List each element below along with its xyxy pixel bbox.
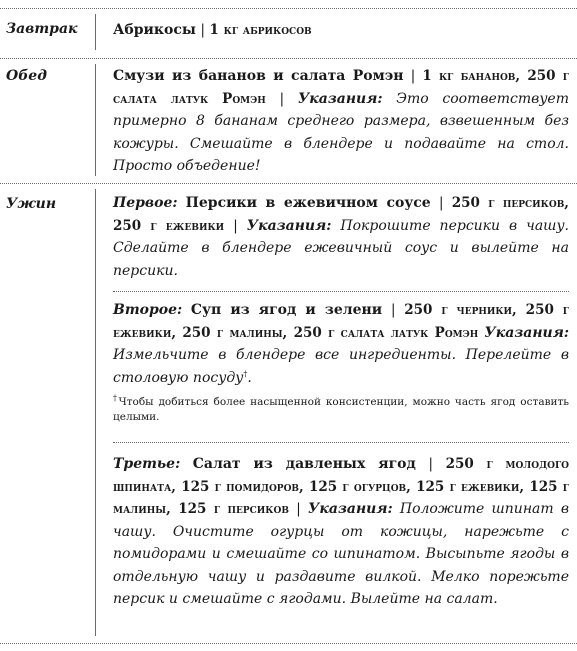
dinner-first-course (113, 192, 569, 282)
first-course-instructions: Покрошите персики в чашу. Сделайте в блендере ежевичный соус и вылейте на персики. (113, 217, 570, 279)
first-course-title: Персики в ежевичном соусе (185, 195, 431, 211)
third-course-instructions-label: Указания: (308, 501, 393, 517)
sentence-end: . (247, 369, 252, 386)
breakfast-label: Завтрак (6, 21, 78, 37)
second-course-divider (113, 442, 569, 443)
separator: | (279, 90, 285, 107)
separator: | (438, 195, 444, 211)
dinner-second-course (113, 299, 569, 389)
footnote-text: Чтобы добиться более насыщенной консистенции, можно часть ягод оставить целыми. (113, 396, 570, 423)
lunch-entry (113, 65, 569, 178)
dinner-column-rule (95, 189, 96, 636)
third-course-instructions: Положите шпинат в чашу. Очистите огурцы от кожицы, нарежьте с помидорами и смешайте со шпинатом. Высыпьте ягоды в отдельную чашу и раздавите вилкой. Мелко порежьте персик и смешайте с ягодами. Вылейте на салат. (113, 501, 570, 607)
lunch-divider (0, 183, 577, 184)
separator: | (296, 501, 301, 517)
footnote-marker: † (113, 393, 119, 403)
second-course-ingredients: 250 г черники, 250 г ежевики, 250 г малины, 250 г салата латук Ромэн (113, 302, 569, 341)
second-course-instructions-label: Указания: (484, 324, 570, 341)
bottom-divider (0, 643, 577, 644)
third-course-label: Третье: (113, 456, 181, 472)
separator: | (410, 68, 416, 84)
breakfast-column-rule (95, 14, 96, 50)
top-divider (0, 8, 577, 9)
second-course-title: Суп из ягод и зелени (190, 302, 383, 318)
first-course-divider (113, 291, 569, 292)
separator: | (390, 302, 396, 318)
lunch-instructions-label: Указания: (297, 90, 383, 107)
third-course-title: Салат из давленых ягод (192, 456, 416, 472)
breakfast-ingredients: 1 кг абрикосов (209, 22, 312, 38)
dinner-third-course (113, 453, 569, 611)
dinner-label: Ужин (6, 196, 57, 212)
first-course-ingredients: 250 г персиков, 250 г ежевики (113, 195, 570, 234)
lunch-title: Смузи из бананов и салата Ромэн (113, 68, 404, 84)
third-course-ingredients: 250 г молодого шпината, 125 г помидоров, 125 г огурцов, 125 г ежевики, 125 г малины, 125 г персиков (113, 456, 570, 517)
separator: | (428, 456, 434, 472)
lunch-label: Обед (6, 68, 47, 84)
first-course-instructions-label: Указания: (246, 217, 332, 234)
breakfast-divider (0, 58, 577, 59)
breakfast-title: Абрикосы (113, 22, 196, 38)
second-course-label: Второе: (113, 302, 183, 318)
second-course-instructions: Измельчите в блендере все ингредиенты. Перелейте в столовую посуду (113, 347, 569, 386)
footnote (113, 395, 569, 425)
first-course-label: Первое: (113, 195, 178, 211)
footnote-marker: † (243, 368, 248, 378)
separator: | (233, 217, 238, 234)
lunch-ingredients: 1 кг бананов, 250 г салата латук Ромэн (113, 68, 570, 107)
separator: | (200, 22, 206, 38)
breakfast-entry (113, 19, 569, 42)
lunch-column-rule (95, 64, 96, 176)
lunch-instructions: Это соответствует примерно 8 бананам среднего размера, взвешенным без кожуры. Смешайте в блендере и подавайте на стол. Просто объедение! (113, 90, 569, 174)
